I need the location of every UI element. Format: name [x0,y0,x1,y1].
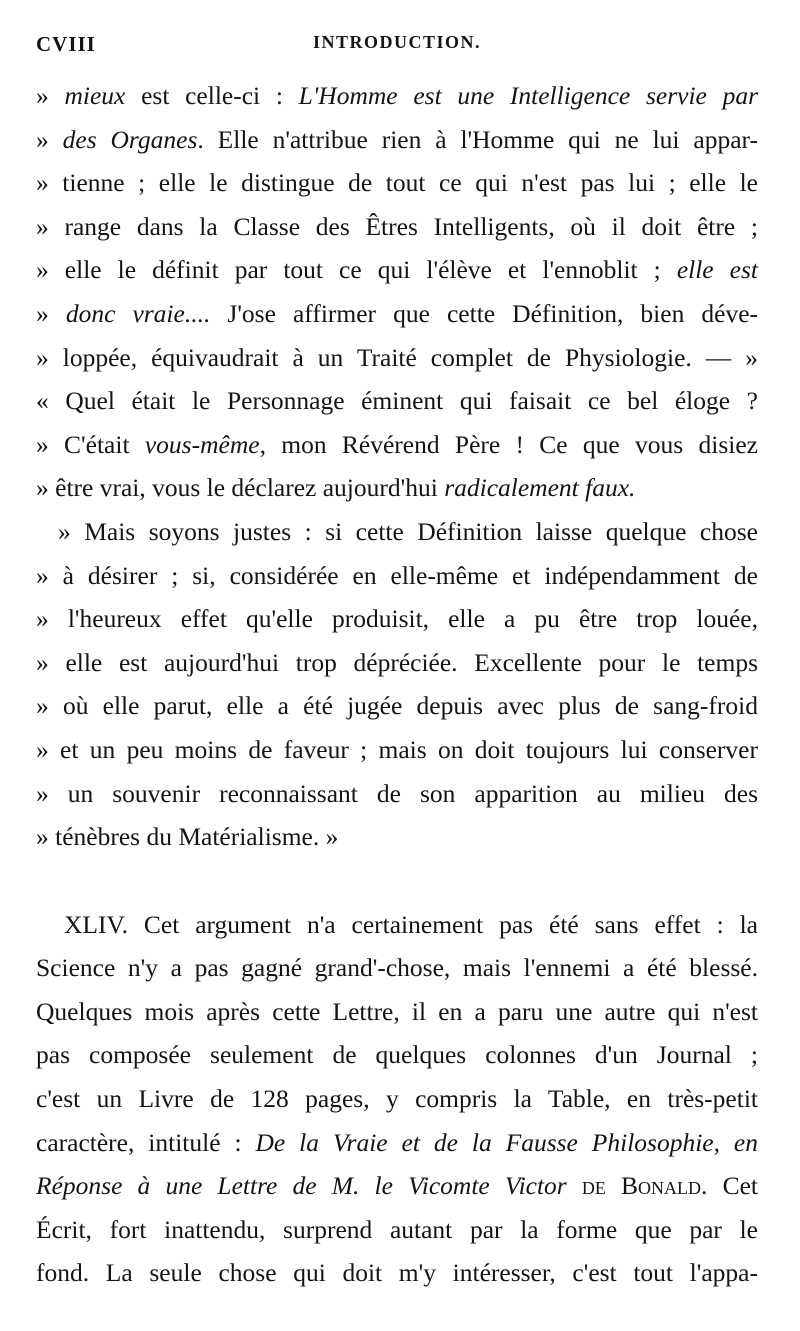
text-line [36,1077,758,1121]
page-text [36,74,758,1295]
text-line [36,1121,758,1165]
text-run: » [36,298,66,328]
quoted-passage [36,74,758,859]
text-run: Écrit, fort inattendu, surprend autant par la forme que par le [36,1214,758,1244]
italic-text: L'Homme est une Intelligence servie par [298,81,758,110]
text-line [36,248,758,292]
text-run: » où elle parut, elle a été jugée depuis avec plus de sang-froid [36,691,758,721]
text-line [36,423,758,467]
running-title: INTRODUCTION. [312,32,482,52]
text-run: c'est un Livre de 128 pages, y compris la Table, en très-petit [36,1084,758,1114]
text-run: pas composée seulement de quelques colonnes d'un Journal ; [36,1040,758,1070]
text-line [36,772,758,816]
italic-text: vous-même [144,429,260,459]
text-run: » elle le définit par tout ce qui l'élève et l'ennoblit ; [36,255,677,285]
paragraph-gap [36,859,758,903]
text-line [36,815,758,859]
text-run [567,1171,582,1200]
text-line [36,554,758,598]
text-line [36,292,758,336]
italic-text: donc vraie.... [65,298,211,328]
text-run: » et un peu moins de faveur ; mais on doit toujours lui conserver [36,734,758,764]
text-run: » Mais soyons justes : si cette Définition laisse quelque chose [58,516,758,546]
text-line [36,1208,758,1252]
small-caps-text: de Bonald [581,1171,702,1201]
text-line [36,597,758,641]
text-run: fond. La seule chose qui doit m'y intéresser, c'est tout l'appa- [36,1258,758,1288]
text-line [36,205,758,249]
text-line [36,74,758,118]
text-run: Science n'y a pas gagné grand'-chose, mais l'ennemi a été blessé. [36,953,758,983]
text-run: » ténèbres du Matérialisme. » [36,822,339,852]
text-line [36,118,758,162]
text-run: » loppée, équivaudrait à un Traité complet de Physiologie. — » [36,342,758,372]
text-run: est celle-ci : [125,81,299,110]
text-run: » elle est aujourd'hui trop dépréciée. Excellente pour le temps [36,647,758,677]
text-line [36,1251,758,1295]
text-run: caractère, intitulé : [36,1127,256,1157]
text-line [36,903,758,947]
page-number: CVIII [36,32,96,56]
text-run: . Elle n'attribue rien à l'Homme qui ne lui appar- [197,124,758,154]
text-line [36,379,758,423]
italic-text: radicalement faux. [444,473,636,503]
text-line [36,641,758,685]
text-line [36,684,758,728]
italic-text: elle est [676,255,758,285]
italic-text: Réponse à une Lettre de M. le Vicomte Victor [36,1171,567,1201]
text-line [36,336,758,380]
text-line [36,161,758,205]
text-run: , mon Révérend Père ! Ce que vous disiez [259,429,759,459]
text-line [36,728,758,772]
italic-text: des Organes [62,124,198,154]
text-run: » C'était [36,429,145,459]
text-run: » à désirer ; si, considérée en elle-même et indépendamment de [36,560,758,590]
text-line [36,946,758,990]
italic-text: De la Vraie et de la Fausse Philosophie, en [255,1127,758,1157]
text-run: » [36,124,63,154]
text-run: XLIV. Cet argument n'a certainement pas été sans effet : la [64,909,758,939]
text-run: Quelques mois après cette Lettre, il en a paru une autre qui n'est [36,996,758,1026]
text-run: » range dans la Classe des Êtres Intelligents, où il doit être ; [36,211,758,241]
text-run: « Quel était le Personnage éminent qui faisait ce bel éloge ? [36,386,758,416]
text-line [36,990,758,1034]
text-line [36,1033,758,1077]
text-run: . Cet [701,1171,758,1201]
text-line [36,510,758,554]
text-run: » tienne ; elle le distingue de tout ce qui n'est pas lui ; elle le [36,168,758,198]
text-line [36,1164,758,1208]
text-run: J'ose affirmer que cette Définition, bien déve- [210,298,759,328]
text-run: » être vrai, vous le déclarez aujourd'hui [36,473,445,503]
text-run: » [36,81,65,110]
text-line [36,466,758,510]
text-run: » l'heureux effet qu'elle produisit, elle a pu être trop louée, [36,604,758,634]
page-header [36,32,758,62]
body-paragraph [36,903,758,1295]
text-run: » un souvenir reconnaissant de son apparition au milieu des [36,778,758,808]
italic-text: mieux [64,81,126,110]
